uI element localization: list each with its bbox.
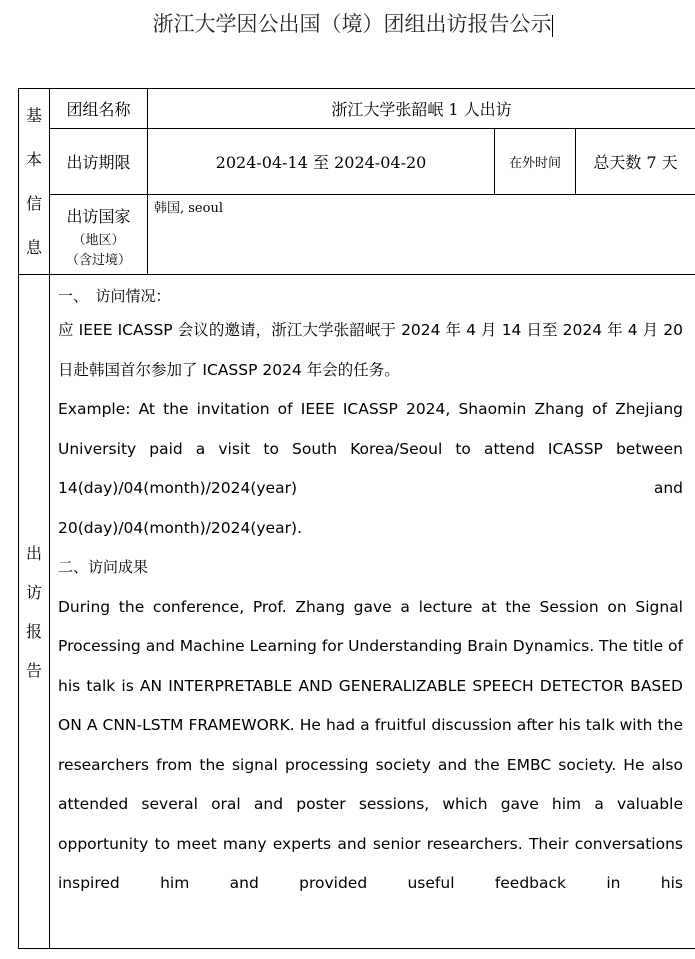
- label-char: 报: [25, 621, 42, 641]
- period-label: 出访期限: [50, 129, 148, 195]
- group-name-label: 团组名称: [50, 89, 148, 129]
- label-char: 基: [25, 105, 42, 125]
- visit-paragraph-zh: 应 IEEE ICASSP 会议的邀请，浙江大学张韶岷于 2024 年 4 月 14 日至 2024 年 4 月 20 日赴韩国首尔参加了 ICASSP 2024 年会的任务。: [58, 321, 683, 379]
- section-heading-visit: 一、 访问情况：: [58, 287, 171, 305]
- report-label: [19, 275, 50, 949]
- abroad-time-value: 总天数 7 天: [576, 129, 695, 195]
- label-char: 信: [25, 193, 42, 213]
- country-label: 出访国家: [66, 207, 131, 226]
- country-value: 韩国, seoul: [148, 195, 695, 275]
- report-table: [18, 88, 695, 949]
- country-sub-transit: （含过境）: [65, 253, 131, 268]
- text-cursor: [552, 15, 553, 37]
- country-sub-region: （地区）: [72, 233, 125, 248]
- period-value: 2024-04-14 至 2024-04-20: [148, 129, 495, 195]
- label-char: 出: [25, 543, 42, 563]
- country-label-cell: [50, 195, 148, 275]
- page-title: [0, 8, 695, 38]
- label-char: 本: [25, 149, 42, 169]
- title-text: 浙江大学因公出国（境）团组出访报告公示: [152, 12, 552, 36]
- label-char: 息: [25, 237, 42, 257]
- visit-paragraph-en-end: 20(day)/04(month)/2024(year).: [58, 518, 302, 537]
- results-paragraph: During the conference, Prof. Zhang gave a lecture at the Session on Signal Processing and Machine Learning for Understanding Brain Dynamics. The title of his talk is AN INTERPRETABLE AND GENERALIZABLE SPEECH DETECTOR BASED ON A CNN-LSTM FRAMEWORK. He had a fruitful discussion after his talk with the researchers from the signal processing society and the EMBC society. He also attended several oral and poster sessions, which gave him a valuable opportunity to meet many experts and senior researchers. Their conversations inspired him and provided useful feedback in his: [58, 597, 683, 892]
- group-name-value: 浙江大学张韶岷 1 人出访: [148, 89, 695, 129]
- label-char: 告: [25, 660, 42, 680]
- basic-info-label: [19, 89, 50, 275]
- abroad-time-label: 在外时间: [495, 129, 576, 195]
- label-char: 访: [25, 582, 42, 602]
- report-content: [50, 275, 695, 949]
- section-heading-results: 二、访问成果: [58, 558, 149, 576]
- visit-paragraph-en: Example: At the invitation of IEEE ICASSP 2024, Shaomin Zhang of Zhejiang University paid a visit to South Korea/Seoul to attend ICASSP between 14(day)/04(month)/2024(year) and: [58, 400, 683, 497]
